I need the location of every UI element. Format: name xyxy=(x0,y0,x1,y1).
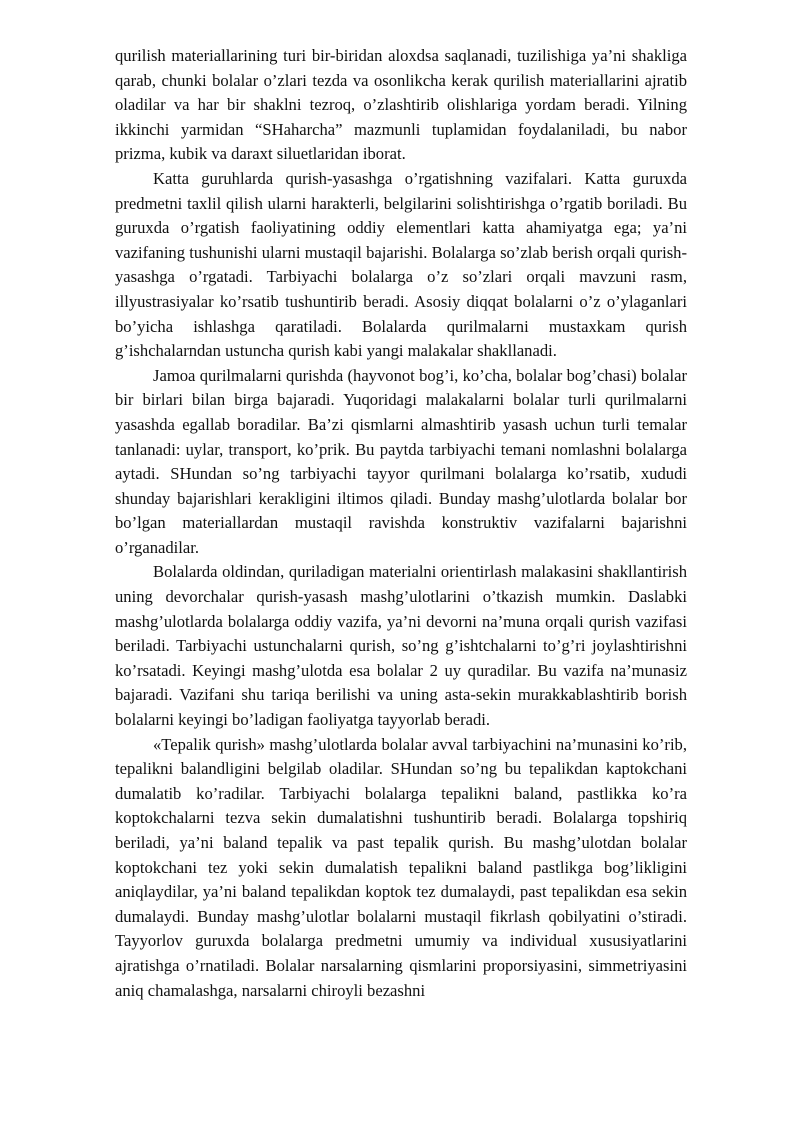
paragraph-continuation: qurilish materiallarining turi bir-biridan aloxdsa saqlanadi, tuzilishiga ya’ni shakliga qarab, chunki bolalar o’zlari tezda va osonlikcha kerak qurilish materiallarini ajratib oladilar va har bir shaklni tezroq, o’zlashtirib olishlariga yordam beradi. Yilning ikkinchi yarmidan “SHaharcha” mazmunli tuplamidan foydalaniladi, bu nabor prizma, kubik va daraxt siluetlaridan iborat. xyxy=(115,46,687,164)
paragraph-senior-group-tasks: Katta guruhlarda qurish-yasashga o’rgatishning vazifalari. Katta guruxda predmetni taxlil qilish ularni harakterli, belgilarini solishtirishga o’rgatib boriladi. Bu guruxda o’rgatish faoliyatining oddiy elementlari katta ahamiyatga ega; ya’ni vazifaning tushunishi ularni mustaqil bajarishi. Bolalarga so’zlab berish orqali qurish-yasashga o’rgatadi. Tarbiyachi bolalarga o’z so’zlari orqali mavzuni rasm, illyustrasiyalar ko’rsatib tushuntirib beradi. Asosiy diqqat bolalarni o’z o’ylaganlari bo’yicha ishlashga qaratiladi. Bolalarda qurilmalarni mustaxkam qurish g’ishchalarndan ustuncha qurish kabi yangi malakalar shakllanadi. xyxy=(115,168,687,361)
paragraph-group-constructions: Jamoa qurilmalarni qurishda (hayvonot bog’i, ko’cha, bolalar bog’chasi) bolalar bir birlari bilan birga bajaradi. Yuqoridagi malakalarni bolalar turli qurilmalarni yasashda egallab boradilar. Ba’zi qismlarni almashtirib yasash uchun turli temalar tanlanadi: uylar, transport, ko’prik. Bu paytda tarbiyachi temani nomlashni bolalarga aytadi. SHundan so’ng tarbiyachi tayyor qurilmani bolalarga ko’rsatib, xududi shunday bajarishlari kerakligini iltimos qiladi. Bunday mashg’ulotlarda bolalar bor bo’lgan materiallardan mustaqil ravishda konstruktiv vazifalarni bajarishni o’rganadilar. xyxy=(115,365,687,557)
document-page xyxy=(115,44,687,1003)
paragraph-wall-building: Bolalarda oldindan, quriladigan materialni orientirlash malakasini shakllantirish uning devorchalar qurish-yasash mashg’ulotlarini o’tkazish mumkin. Daslabki mashg’ulotlarda bolalarga oddiy vazifa, ya’ni devorni na’muna orqali qurish vazifasi beriladi. Tarbiyachi ustunchalarni qurish, so’ng g’ishtchalarni to’g’ri joylashtirishni ko’rsatadi. Keyingi mashg’ulotda esa bolalar 2 uy quradilar. Bu vazifa na’munasiz bajaradi. Vazifani shu tariqa berilishi va uning asta-sekin murakkablashtirib borish bolalarni keyingi bo’ladigan faoliyatga tayyorlab beradi. xyxy=(115,562,687,730)
paragraph-hill-building: «Tepalik qurish» mashg’ulotlarda bolalar avval tarbiyachini na’munasini ko’rib, tepalikni balandligini belgilab oladilar. SHundan so’ng bu tepalikdan kaptokchani dumalatib ko’radilar. Tarbiyachi bolalarga tepalikni baland, pastlikka ko’ra koptokchalarni tezva sekin dumalatishni tushuntirib beradi. Bolalarga topshiriq beriladi, ya’ni baland tepalik va past tepalik qurish. Bu mashg’ulotdan bolalar koptokchani tez yoki sekin dumalatish tepalikni baland pastlikga bog’likligini aniqlaydilar, ya’ni baland tepalikdan koptok tez dumalaydi, past tepalikdan esa sekin dumalaydi. Bunday mashg’ulotlar bolalarni mustaqil fikrlash qobilyatini o’stiradi. Tayyorlov guruxda bolalarga predmetni umumiy va individual xususiyatlarini ajratishga o’rnatiladi. Bolalar narsalarning qismlarini proporsiyasini, simmetriyasini aniq chamalashga, narsalarni chiroyli bezashni xyxy=(115,734,687,1000)
